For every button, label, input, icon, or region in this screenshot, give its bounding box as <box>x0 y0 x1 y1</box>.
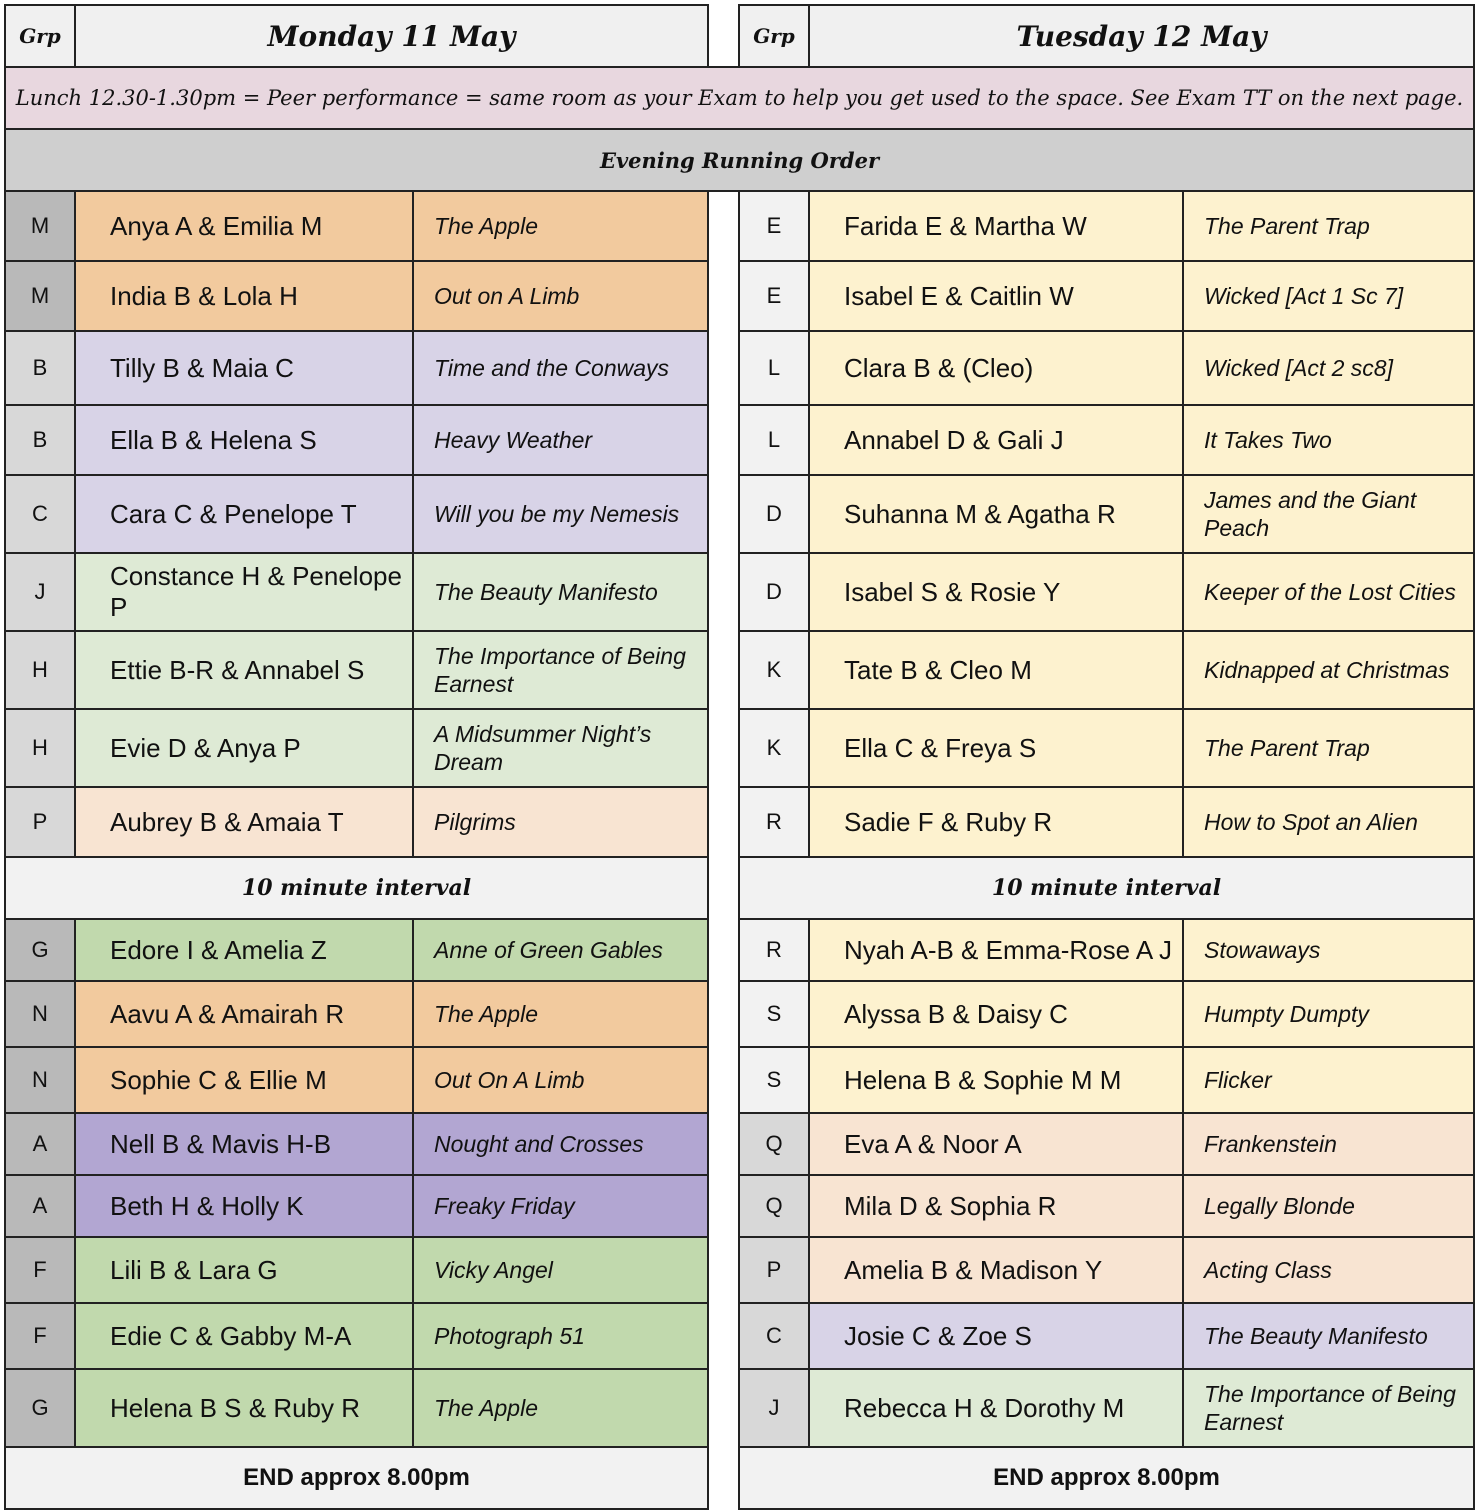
monday-grp-header: Grp <box>4 4 76 68</box>
tuesday-play-title-cell: Humpty Dumpty <box>1182 980 1475 1048</box>
monday-group-cell: H <box>4 630 76 710</box>
tuesday-performers-cell: Farida E & Martha W <box>808 190 1184 262</box>
monday-group-cell: J <box>4 552 76 632</box>
monday-group-cell: A <box>4 1174 76 1238</box>
monday-performers-cell: Helena B S & Ruby R <box>74 1368 414 1448</box>
monday-group-cell: B <box>4 330 76 406</box>
tuesday-play-title-cell: How to Spot an Alien <box>1182 786 1475 858</box>
tuesday-performers-cell: Tate B & Cleo M <box>808 630 1184 710</box>
monday-performers-cell: Evie D & Anya P <box>74 708 414 788</box>
tuesday-group-cell: E <box>738 190 810 262</box>
tuesday-performers-cell: Alyssa B & Daisy C <box>808 980 1184 1048</box>
tuesday-play-title-cell: The Parent Trap <box>1182 190 1475 262</box>
tuesday-play-title-cell: The Importance of Being Earnest <box>1182 1368 1475 1448</box>
monday-group-cell: F <box>4 1302 76 1370</box>
tuesday-group-cell: R <box>738 786 810 858</box>
monday-play-title-cell: Photograph 51 <box>412 1302 709 1370</box>
tuesday-play-title-cell: The Beauty Manifesto <box>1182 1302 1475 1370</box>
tuesday-group-cell: D <box>738 552 810 632</box>
monday-performers-cell: Edore I & Amelia Z <box>74 918 414 982</box>
monday-group-cell: M <box>4 260 76 332</box>
monday-performers-cell: Sophie C & Ellie M <box>74 1046 414 1114</box>
monday-play-title-cell: Out On A Limb <box>412 1046 709 1114</box>
monday-performers-cell: Anya A & Emilia M <box>74 190 414 262</box>
tuesday-play-title-cell: Kidnapped at Christmas <box>1182 630 1475 710</box>
tuesday-group-cell: C <box>738 1302 810 1370</box>
tuesday-group-cell: K <box>738 630 810 710</box>
monday-performers-cell: Ettie B-R & Annabel S <box>74 630 414 710</box>
tuesday-performers-cell: Josie C & Zoe S <box>808 1302 1184 1370</box>
tuesday-performers-cell: Rebecca H & Dorothy M <box>808 1368 1184 1448</box>
tuesday-play-title-cell: It Takes Two <box>1182 404 1475 476</box>
monday-interval-label: 10 minute interval <box>4 856 709 920</box>
tuesday-group-cell: L <box>738 330 810 406</box>
tuesday-performers-cell: Isabel S & Rosie Y <box>808 552 1184 632</box>
tuesday-performers-cell: Ella C & Freya S <box>808 708 1184 788</box>
tuesday-performers-cell: Eva A & Noor A <box>808 1112 1184 1176</box>
tuesday-group-cell: Q <box>738 1112 810 1176</box>
lunch-note-banner: Lunch 12.30-1.30pm = Peer performance = same room as your Exam to help you get used to the space. See Exam TT on the next page. <box>4 66 1475 130</box>
monday-play-title-cell: The Apple <box>412 980 709 1048</box>
monday-performers-cell: Beth H & Holly K <box>74 1174 414 1238</box>
tuesday-play-title-cell: The Parent Trap <box>1182 708 1475 788</box>
monday-end-label: END approx 8.00pm <box>4 1446 709 1510</box>
tuesday-group-cell: S <box>738 1046 810 1114</box>
tuesday-play-title-cell: Frankenstein <box>1182 1112 1475 1176</box>
monday-play-title-cell: The Importance of Being Earnest <box>412 630 709 710</box>
tuesday-play-title-cell: James and the Giant Peach <box>1182 474 1475 554</box>
tuesday-performers-cell: Sadie F & Ruby R <box>808 786 1184 858</box>
tuesday-play-title-cell: Stowaways <box>1182 918 1475 982</box>
monday-play-title-cell: A Midsummer Night’s Dream <box>412 708 709 788</box>
monday-group-cell: P <box>4 786 76 858</box>
monday-group-cell: F <box>4 1236 76 1304</box>
monday-performers-cell: Ella B & Helena S <box>74 404 414 476</box>
tuesday-group-cell: R <box>738 918 810 982</box>
monday-performers-cell: Nell B & Mavis H-B <box>74 1112 414 1176</box>
monday-play-title-cell: Nought and Crosses <box>412 1112 709 1176</box>
monday-group-cell: A <box>4 1112 76 1176</box>
monday-play-title-cell: Out on A Limb <box>412 260 709 332</box>
monday-play-title-cell: Vicky Angel <box>412 1236 709 1304</box>
monday-play-title-cell: Will you be my Nemesis <box>412 474 709 554</box>
monday-performers-cell: Aubrey B & Amaia T <box>74 786 414 858</box>
running-order-title: Evening Running Order <box>4 128 1475 192</box>
monday-group-cell: N <box>4 1046 76 1114</box>
monday-play-title-cell: The Apple <box>412 1368 709 1448</box>
tuesday-performers-cell: Clara B & (Cleo) <box>808 330 1184 406</box>
tuesday-performers-cell: Amelia B & Madison Y <box>808 1236 1184 1304</box>
tuesday-interval-label: 10 minute interval <box>738 856 1475 920</box>
monday-performers-cell: Aavu A & Amairah R <box>74 980 414 1048</box>
tuesday-play-title-cell: Legally Blonde <box>1182 1174 1475 1238</box>
tuesday-day-header: Tuesday 12 May <box>808 4 1475 68</box>
monday-group-cell: C <box>4 474 76 554</box>
tuesday-play-title-cell: Wicked [Act 2 sc8] <box>1182 330 1475 406</box>
monday-group-cell: G <box>4 1368 76 1448</box>
tuesday-grp-header: Grp <box>738 4 810 68</box>
monday-play-title-cell: Pilgrims <box>412 786 709 858</box>
monday-performers-cell: Cara C & Penelope T <box>74 474 414 554</box>
tuesday-end-label: END approx 8.00pm <box>738 1446 1475 1510</box>
monday-day-header: Monday 11 May <box>74 4 709 68</box>
tuesday-group-cell: L <box>738 404 810 476</box>
tuesday-group-cell: E <box>738 260 810 332</box>
monday-group-cell: G <box>4 918 76 982</box>
tuesday-group-cell: J <box>738 1368 810 1448</box>
monday-play-title-cell: Heavy Weather <box>412 404 709 476</box>
tuesday-group-cell: P <box>738 1236 810 1304</box>
monday-play-title-cell: Freaky Friday <box>412 1174 709 1238</box>
monday-group-cell: H <box>4 708 76 788</box>
monday-play-title-cell: Time and the Conways <box>412 330 709 406</box>
tuesday-performers-cell: Mila D & Sophia R <box>808 1174 1184 1238</box>
tuesday-group-cell: D <box>738 474 810 554</box>
tuesday-play-title-cell: Keeper of the Lost Cities <box>1182 552 1475 632</box>
tuesday-play-title-cell: Wicked [Act 1 Sc 7] <box>1182 260 1475 332</box>
monday-play-title-cell: The Apple <box>412 190 709 262</box>
tuesday-play-title-cell: Flicker <box>1182 1046 1475 1114</box>
tuesday-performers-cell: Helena B & Sophie M M <box>808 1046 1184 1114</box>
tuesday-play-title-cell: Acting Class <box>1182 1236 1475 1304</box>
monday-group-cell: B <box>4 404 76 476</box>
monday-group-cell: N <box>4 980 76 1048</box>
tuesday-performers-cell: Isabel E & Caitlin W <box>808 260 1184 332</box>
monday-performers-cell: India B & Lola H <box>74 260 414 332</box>
monday-performers-cell: Tilly B & Maia C <box>74 330 414 406</box>
monday-performers-cell: Edie C & Gabby M-A <box>74 1302 414 1370</box>
monday-group-cell: M <box>4 190 76 262</box>
monday-performers-cell: Lili B & Lara G <box>74 1236 414 1304</box>
tuesday-group-cell: K <box>738 708 810 788</box>
monday-play-title-cell: The Beauty Manifesto <box>412 552 709 632</box>
tuesday-performers-cell: Annabel D & Gali J <box>808 404 1184 476</box>
tuesday-performers-cell: Nyah A-B & Emma-Rose A J <box>808 918 1184 982</box>
monday-play-title-cell: Anne of Green Gables <box>412 918 709 982</box>
tuesday-group-cell: Q <box>738 1174 810 1238</box>
tuesday-group-cell: S <box>738 980 810 1048</box>
monday-performers-cell: Constance H & Penelope P <box>74 552 414 632</box>
tuesday-performers-cell: Suhanna M & Agatha R <box>808 474 1184 554</box>
